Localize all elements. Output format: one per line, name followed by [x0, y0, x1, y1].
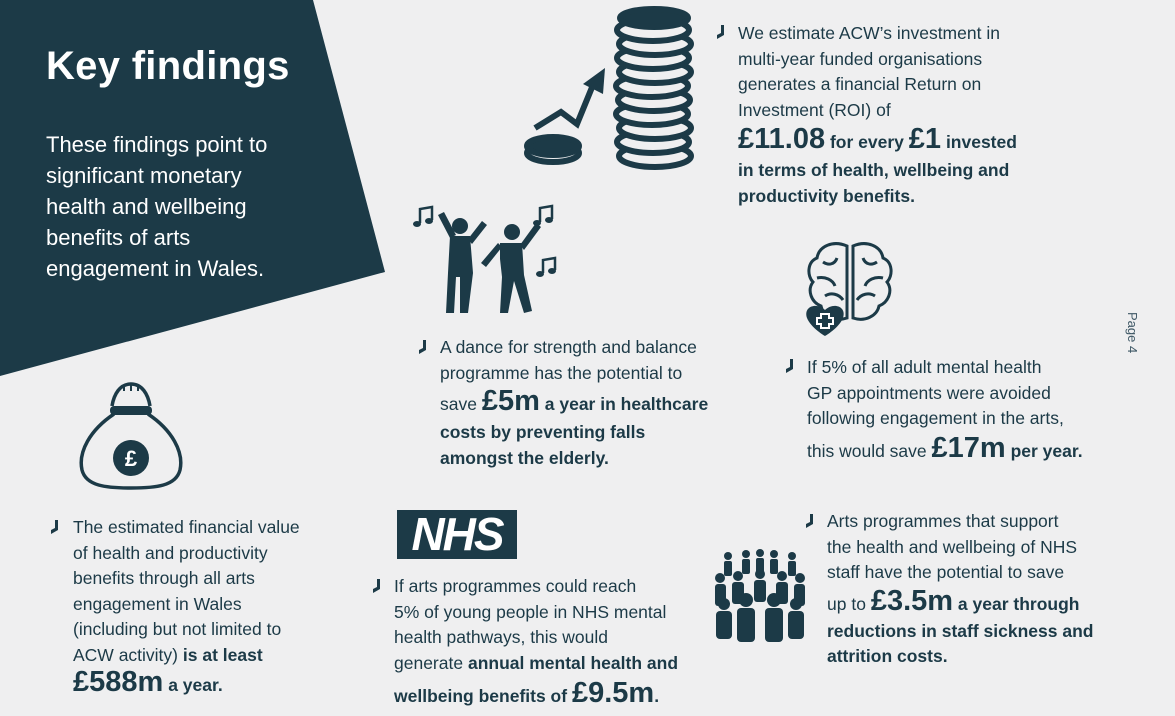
dance-amount: £5m [481, 385, 540, 417]
finding-text: a year. [168, 675, 223, 695]
finding-line: productivity benefits. [738, 185, 915, 206]
finding-text: generate [394, 652, 464, 673]
brain-heart-icon [803, 240, 898, 340]
finding-text: . [654, 686, 660, 706]
finding-line: reductions in staff sickness and [827, 620, 1094, 641]
svg-text:£: £ [124, 446, 138, 471]
finding-text: a year in healthcare [544, 394, 709, 414]
roi-unit: £1 [908, 123, 942, 155]
coins-stack-icon [525, 8, 705, 174]
bullet-marker [716, 24, 730, 40]
finding-line: generates a financial Return on [738, 74, 982, 94]
crowd-icon [710, 548, 810, 644]
finding-wales [73, 515, 300, 699]
finding-text: for every [829, 132, 904, 152]
finding-line: amongst the elderly. [440, 447, 609, 468]
finding-line: If arts programmes could reach [394, 576, 637, 596]
finding-line: programme has the potential to [440, 362, 683, 383]
finding-line: Investment (ROI) of [738, 99, 891, 120]
finding-line: engagement in Wales [73, 593, 242, 614]
bullet-marker [785, 358, 799, 374]
finding-text: is at least [182, 644, 263, 665]
finding-text: ACW activity) [73, 644, 178, 665]
bullet-marker [805, 513, 819, 529]
bullet-marker [50, 519, 64, 535]
finding-nhs-young [394, 574, 678, 713]
finding-text: this would save [807, 440, 927, 461]
roi-amount: £11.08 [738, 123, 826, 155]
finding-text: up to [827, 593, 866, 614]
bullet-marker [418, 339, 432, 355]
finding-line: in terms of health, wellbeing and [738, 160, 1010, 180]
finding-line: of health and productivity [73, 542, 268, 563]
finding-text: annual mental health and [467, 652, 679, 673]
finding-roi [738, 21, 1017, 209]
finding-dance [440, 335, 708, 471]
banner-intro-line: engagement in Wales. [46, 256, 265, 281]
finding-line: costs by preventing falls [440, 422, 646, 442]
finding-text: invested [945, 132, 1017, 152]
finding-line: the health and wellbeing of NHS [827, 536, 1078, 557]
finding-line: multi-year funded organisations [738, 48, 983, 69]
finding-line: following engagement in the arts, [807, 408, 1064, 428]
page-title: Key findings [46, 44, 290, 88]
finding-line: The estimated financial value [73, 517, 300, 537]
finding-line: benefits through all arts [73, 568, 255, 588]
nhs-logo: NHS [397, 510, 517, 559]
finding-gp [807, 355, 1083, 468]
finding-line: A dance for strength and balance [440, 337, 697, 357]
banner-intro-line: health and wellbeing [46, 194, 247, 219]
page-number: Page 4 [1125, 312, 1140, 354]
finding-line: Arts programmes that support [827, 511, 1059, 531]
finding-text: per year. [1010, 440, 1083, 461]
finding-line: attrition costs. [827, 646, 948, 666]
banner-intro-line: benefits of arts [46, 225, 191, 250]
money-bag-icon [76, 382, 186, 490]
nhs-staff-amount: £3.5m [870, 584, 954, 617]
wales-amount: £588m [73, 666, 164, 698]
finding-nhs-staff [827, 509, 1093, 670]
finding-line: GP appointments were avoided [807, 382, 1051, 403]
finding-text: save [440, 394, 477, 414]
finding-line: We estimate ACW’s investment in [738, 23, 1000, 43]
banner-intro [46, 129, 321, 284]
finding-line: (including but not limited to [73, 619, 282, 639]
nhs-young-amount: £9.5m [571, 677, 655, 709]
finding-text: wellbeing benefits of [394, 686, 568, 706]
finding-line: If 5% of all adult mental health [807, 357, 1042, 377]
banner-intro-line: These findings point to [46, 132, 268, 157]
bullet-marker [372, 578, 386, 594]
finding-line: staff have the potential to save [827, 562, 1065, 582]
banner-intro-line: significant monetary [46, 163, 242, 188]
finding-text: a year through [957, 593, 1080, 614]
finding-line: health pathways, this would [394, 627, 609, 647]
finding-line: 5% of young people in NHS mental [394, 601, 667, 622]
gp-amount: £17m [931, 431, 1006, 464]
dancers-icon [410, 203, 560, 318]
